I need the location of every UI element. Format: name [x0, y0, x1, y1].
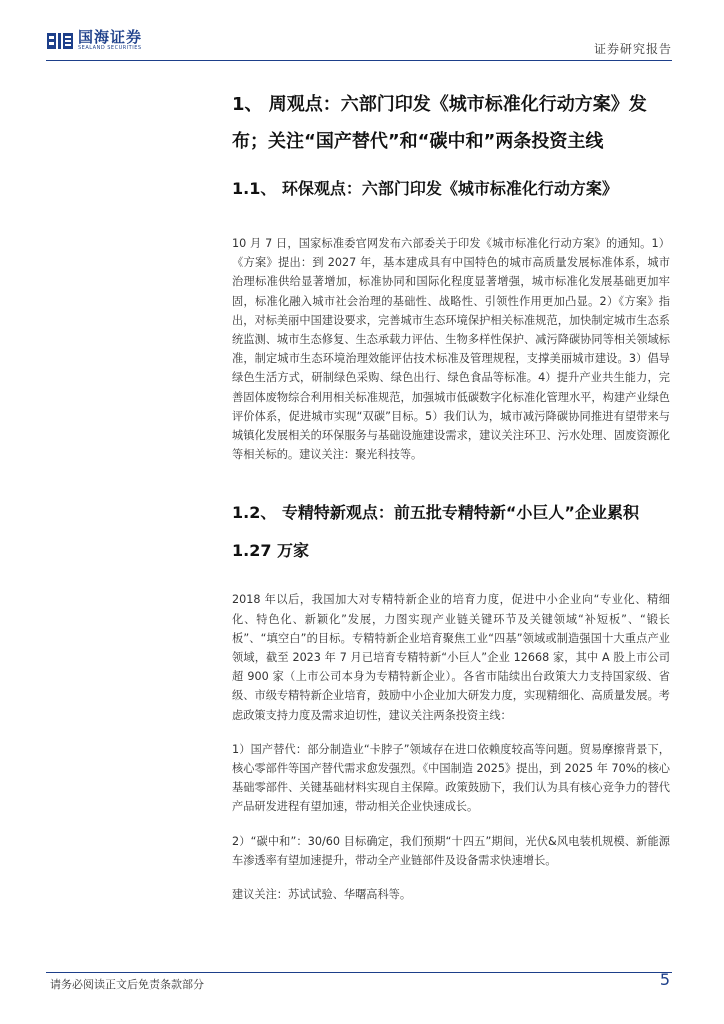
logo — [46, 30, 142, 52]
report-body — [232, 80, 670, 904]
section-1-2-heading: 1.2、 专精特新观点：前五批专精特新“小巨人”企业累积 1.27 万家 — [232, 503, 639, 561]
investment-advice: 建议关注：苏试试验、华曙高科等。 — [232, 888, 412, 902]
investment-line-1: 1）国产替代：部分制造业“卡脖子”领域存在进口依赖度较高等问题。贸易摩擦背景下，核心零部件等国产替代需求愈发强烈。《中国制造 2025》提出，到 2025 年 70%的核心基础零部件、关键基础材料实现自主保障。政策鼓励下，我们认为具有核心竞争力的替代产品研发进程有望加速，带动相关企业快速成长。 — [232, 742, 670, 814]
page-number: 5 — [659, 970, 670, 989]
page-header — [0, 0, 724, 70]
header-label: 证券研究报告 — [593, 42, 672, 56]
section-1-1-body: 10 月 7 日，国家标准委官网发布六部委关于印发《城市标准化行动方案》的通知。1）《方案》提出：到 2027 年，基本建成具有中国特色的城市高质量发展标准体系，城市治理标准供给显著增加，标准协同和国际化程度显著增强，城市标准化发展基础更加牢固，标准化融入城市社会治理的基础性、战略性、引领性作用更加凸显。2）《方案》指出，对标美丽中国建设要求，完善城市生态环境保护相关标准规范，加快制定城市生态系统监测、城市生态修复、生态承载力评估、生物多样性保护、减污降碳协同等相关领域标准，制定城市生态环境治理效能评估技术标准及管理规程，支撑美丽城市建设。3）倡导绿色生活方式，研制绿色采购、绿色出行、绿色食品等标准。4）提升产业共生能力，完善固体废物综合利用相关标准规范，加强城市低碳数字化标准化管理水平，构建产业绿色评价体系，促进城市实现“双碳”目标。5）我们认为，城市减污降碳协同推进有望带来与城镇化发展相关的环保服务与基础设施建设需求，建议关注环卫、污水处理、固废资源化等相关标的。建议关注：聚光科技等。 — [232, 237, 670, 462]
footer-divider — [46, 972, 672, 973]
investment-line-2: 2）“碳中和”：30/60 目标确定，我们预期“十四五”期间，光伏&风电装机规模、新能源车渗透率有望加速提升，带动全产业链部件及设备需求快速增长。 — [232, 834, 670, 867]
section-1-heading: 1、 周观点：六部门印发《城市标准化行动方案》发布；关注“国产替代”和“碳中和”两条投资主线 — [232, 94, 647, 152]
section-1-2-body: 2018 年以后，我国加大对专精特新企业的培育力度，促进中小企业向“专业化、精细化、特色化、新颖化”发展，力图实现产业链关键环节及关键领域“补短板”、“锻长板”、“填空白”的目标。专精特新企业培育聚焦工业“四基”领域或制造强国十大重点产业领域，截至 2023 年 7 月已培育专精特新“小巨人”企业 12668 家，其中 A 股上市公司超 900 家（上市公司本身为专精特新企业）。各省市陆续出台政策大力支持国家级、省级、市级专精特新企业培育，鼓励中小企业加大研发力度，实现精细化、高质量发展。考虑政策支持力度及需求迫切性，建议关注两条投资主线： — [232, 593, 670, 722]
disclaimer-note: 请务必阅读正文后免责条款部分 — [50, 978, 204, 991]
header-divider — [46, 60, 672, 61]
logo-icon — [46, 30, 74, 52]
logo-name-en: SEALAND SECURITIES — [78, 45, 142, 51]
logo-name: 国海证券 — [78, 28, 143, 46]
section-1-1-heading: 1.1、 环保观点：六部门印发《城市标准化行动方案》 — [232, 179, 618, 198]
